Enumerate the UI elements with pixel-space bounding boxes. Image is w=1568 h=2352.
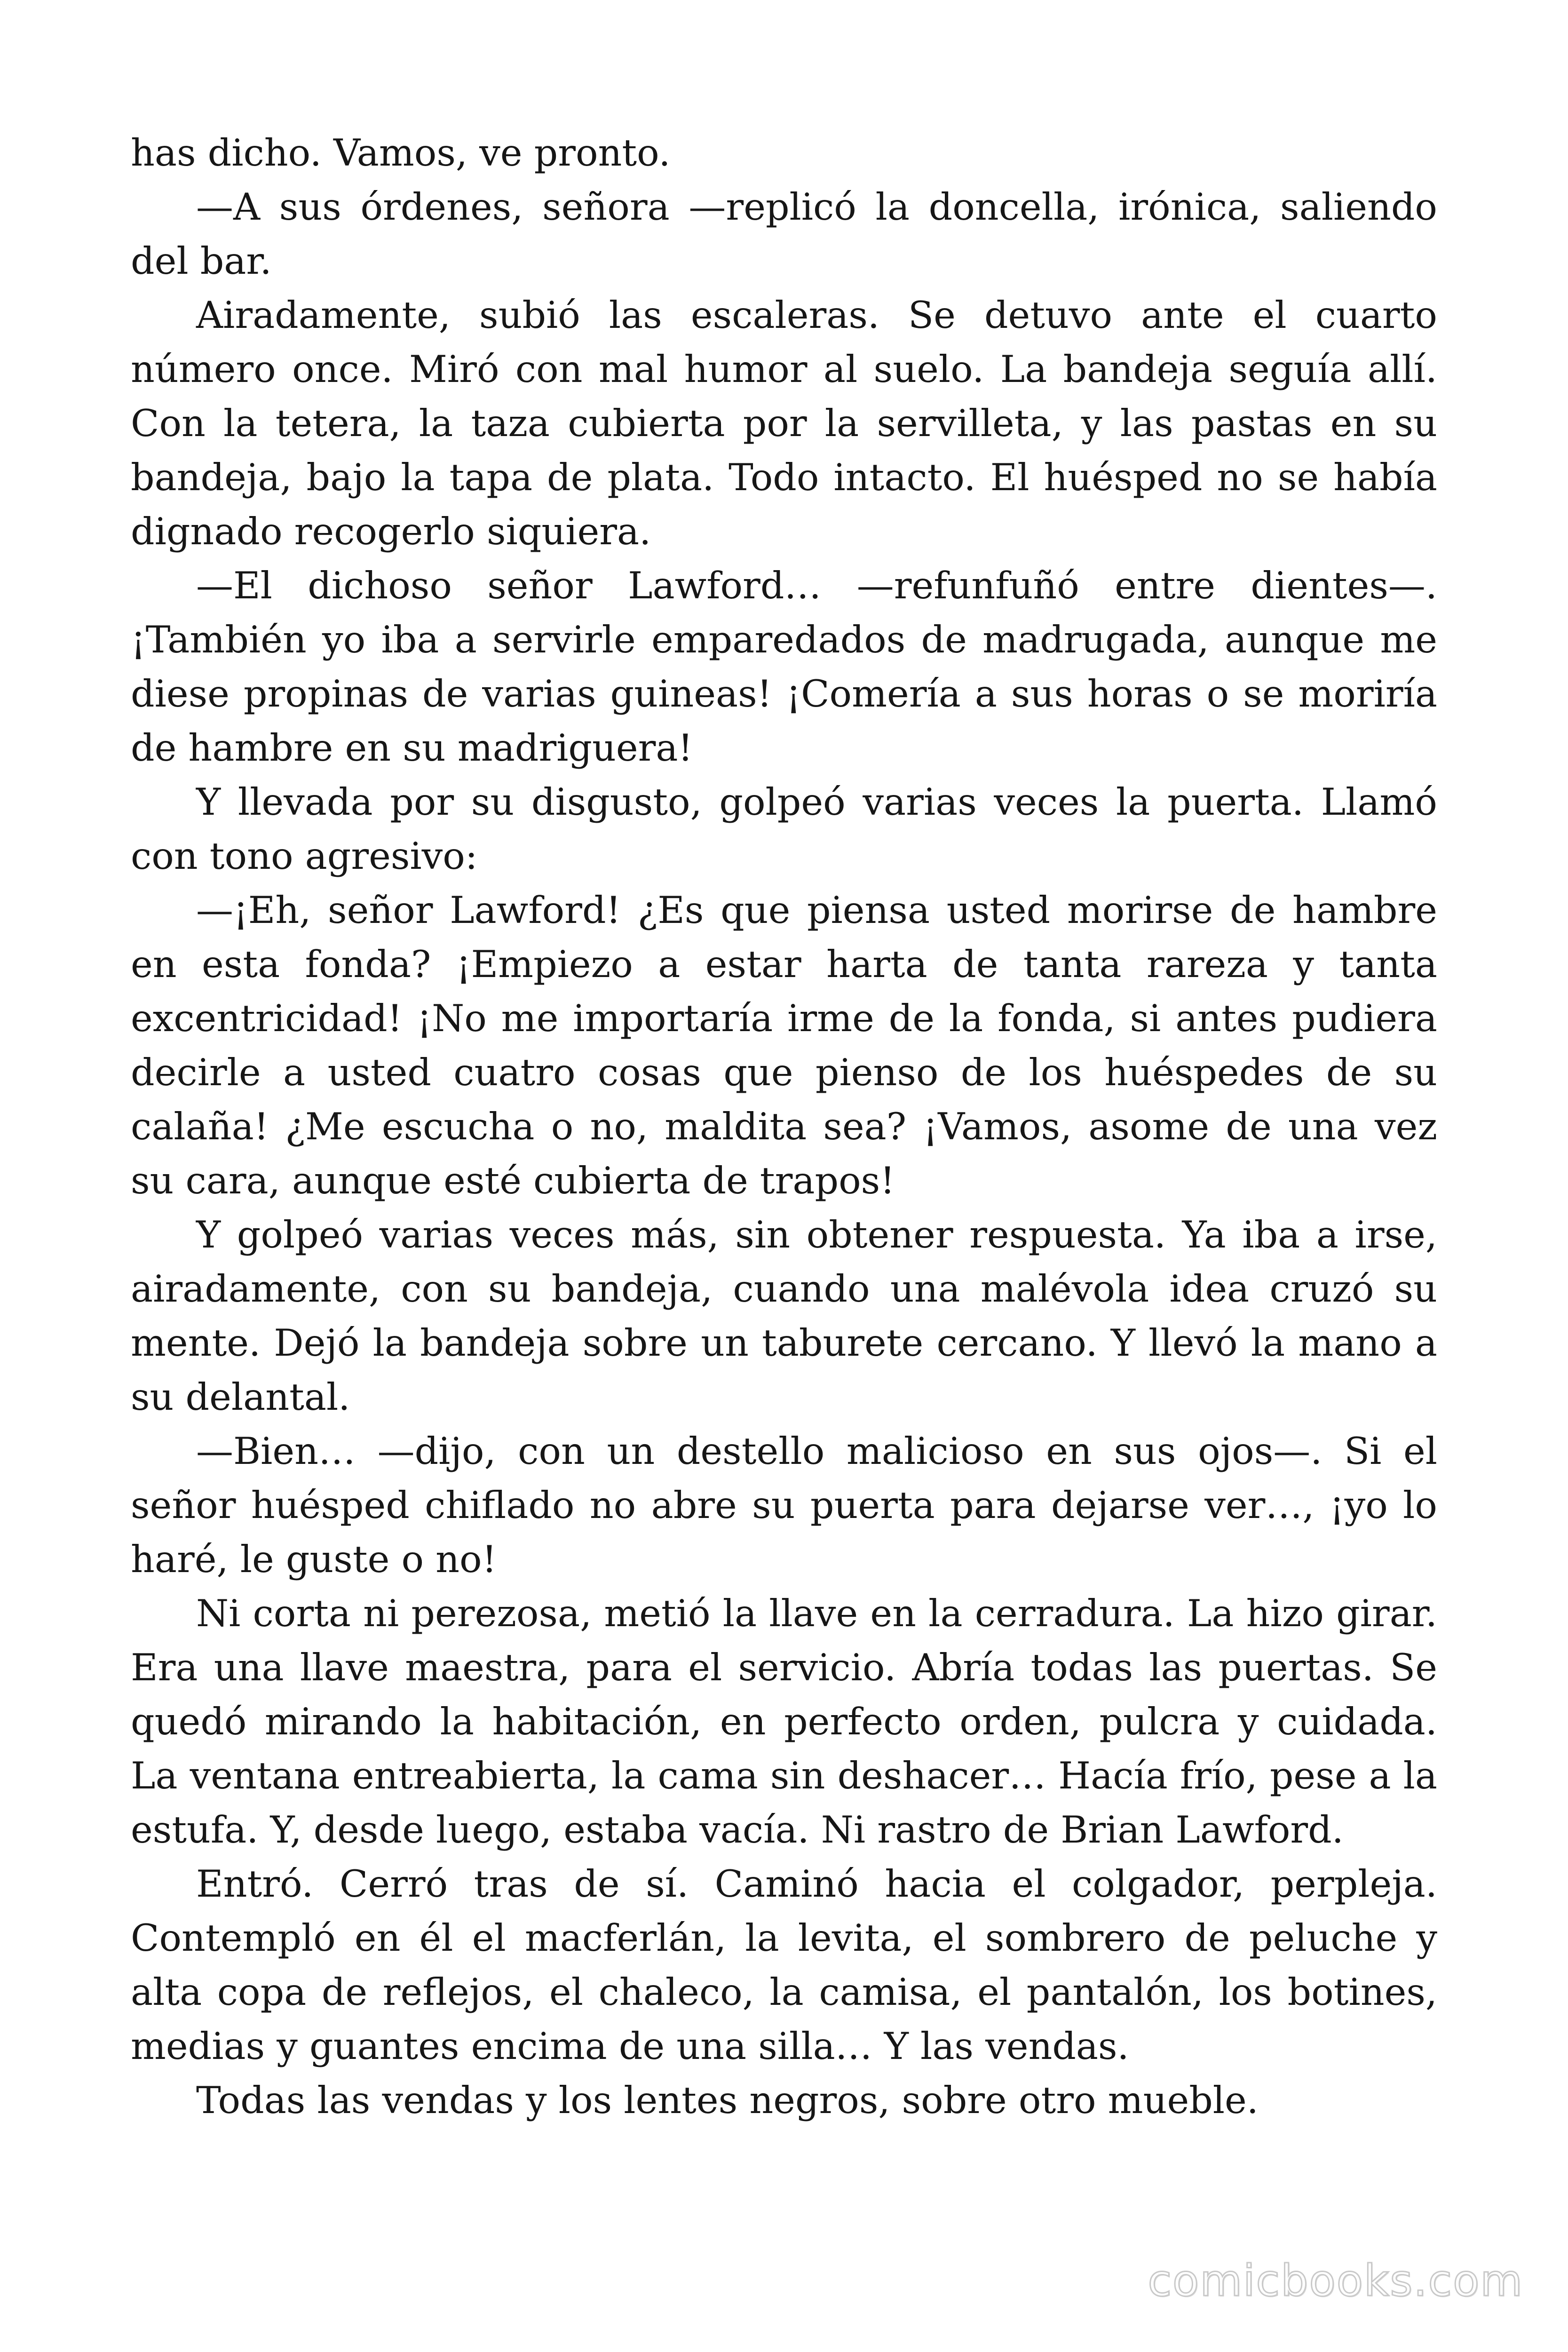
paragraph-5: Y llevada por su disgusto, golpeó varias veces la puerta. Llamó con tono agresivo: bbox=[131, 780, 1437, 878]
paragraph-2: —A sus órdenes, señora —replicó la doncella, irónica, saliendo del bar. bbox=[131, 185, 1437, 283]
paragraph-1: has dicho. Vamos, ve pronto. bbox=[131, 131, 671, 175]
paragraph-10: Entró. Cerró tras de sí. Caminó hacia el colgador, perpleja. Contempló en él el macferlán, la levita, el sombrero de peluche y alta copa de reflejos, el chaleco, la camisa, el pantalón, los botines, medias y guantes encima de una silla… Y las vendas. bbox=[131, 1862, 1437, 2068]
paragraph-11: Todas las vendas y los lentes negros, sobre otro mueble. bbox=[196, 2079, 1259, 2122]
paragraph-3: Airadamente, subió las escaleras. Se detuvo ante el cuarto número once. Miró con mal humor al suelo. La bandeja seguía allí. Con la tetera, la taza cubierta por la servilleta, y las pastas en su bandeja, bajo la tapa de plata. Todo intacto. El huésped no se había dignado recogerlo siquiera. bbox=[131, 294, 1437, 553]
paragraph-4: —El dichoso señor Lawford… —refunfuñó entre dientes—. ¡También yo iba a servirle emparedados de madrugada, aunque me diese propinas de varias guineas! ¡Comería a sus horas o se moriría de hambre en su madriguera! bbox=[131, 564, 1437, 770]
paragraph-8: —Bien… —dijo, con un destello malicioso en sus ojos—. Si el señor huésped chiflado no abre su puerta para dejarse ver…, ¡yo lo haré, le guste o no! bbox=[131, 1430, 1437, 1581]
watermark: comicbooks.com bbox=[1148, 2256, 1523, 2306]
paragraph-7: Y golpeó varias veces más, sin obtener respuesta. Ya iba a irse, airadamente, con su bandeja, cuando una malévola idea cruzó su mente. Dejó la bandeja sobre un taburete cercano. Y llevó la mano a su delantal. bbox=[131, 1213, 1437, 1419]
paragraph-9: Ni corta ni perezosa, metió la llave en la cerradura. La hizo girar. Era una llave maestra, para el servicio. Abría todas las puertas. Se quedó mirando la habitación, en perfecto orden, pulcra y cuidada. La ventana entreabierta, la cama sin deshacer… Hacía frío, pese a la estufa. Y, desde luego, estaba vacía. Ni rastro de Brian Lawford. bbox=[131, 1592, 1437, 1851]
page-text bbox=[131, 126, 1437, 2128]
paragraph-6: —¡Eh, señor Lawford! ¿Es que piensa usted morirse de hambre en esta fonda? ¡Empiezo a estar harta de tanta rareza y tanta excentricidad! ¡No me importaría irme de la fonda, si antes pudiera decirle a usted cuatro cosas que pienso de los huéspedes de su calaña! ¿Me escucha o no, maldita sea? ¡Vamos, asome de una vez su cara, aunque esté cubierta de trapos! bbox=[131, 889, 1437, 1202]
